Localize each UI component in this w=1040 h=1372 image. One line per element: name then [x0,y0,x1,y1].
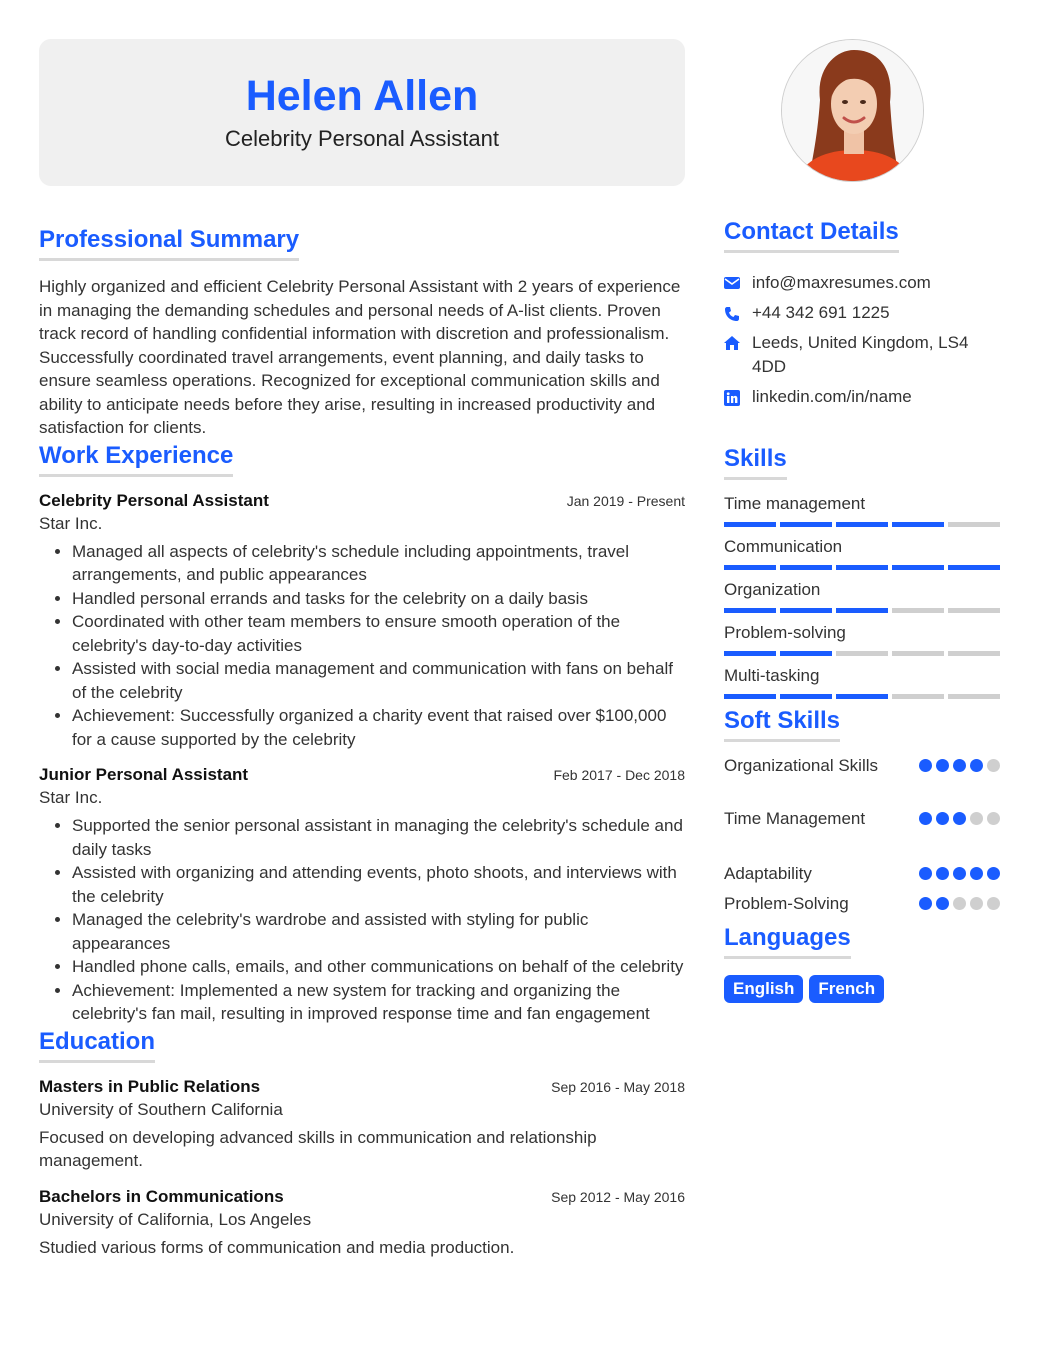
soft-skill-rating [919,867,1000,880]
rating-dot [936,897,949,910]
rating-dot [970,897,983,910]
skill-bar-segment [724,522,776,527]
skill-bar-segment [892,651,944,656]
rating-dot [919,812,932,825]
list-item: • Coordinated with other team members to ensure smooth operation of the celebrity's day-to-day activities [72,610,685,657]
list-item: • Handled personal errands and tasks for the celebrity on a daily basis [72,587,685,611]
education-date: Sep 2012 - May 2016 [551,1188,685,1205]
skill-bar-segment [724,565,776,570]
skill-bar-segment [836,694,888,699]
skill-label: Communication [724,537,843,556]
avatar [782,40,924,182]
rating-dot [987,897,1000,910]
summary-section [39,226,685,440]
list-item: • Assisted with organizing and attending events, photo shoots, and interviews with the celebrity [72,861,685,908]
skill-label: Problem-solving [724,623,846,642]
language-tag: French [809,975,884,1003]
languages-section [724,924,1000,1003]
rating-dot [953,897,966,910]
education-entry [39,1187,685,1260]
rating-dot [936,759,949,772]
skill-bar-segment [892,565,944,570]
email-text: info@maxresumes.com [752,273,931,292]
rating-dot [970,812,983,825]
soft-skill-row [724,807,1000,862]
email-icon [724,276,740,290]
contact-heading: Contact Details [724,218,899,253]
skill-label: Multi-tasking [724,666,820,685]
phone-icon [724,306,740,322]
skills-heading: Skills [724,445,787,480]
education-section [39,1028,685,1260]
skill-bar-segment [780,608,832,613]
soft-skill-row [724,754,1000,807]
skill-bar-segment [892,608,944,613]
skill-bar-segment [836,522,888,527]
list-item: • Handled phone calls, emails, and other communications on behalf of the celebrity [72,955,685,979]
languages-heading: Languages [724,924,851,959]
summary-heading: Professional Summary [39,226,299,261]
rating-dot [953,812,966,825]
school-name: University of California, Los Angeles [39,1209,312,1229]
address-text: Leeds, United Kingdom, LS4 4DD [752,333,969,376]
list-item: • Managed the celebrity's wardrobe and assisted with styling for public appearances [72,908,685,955]
home-icon [724,336,740,350]
skill-bar-segment [780,565,832,570]
skill-bar-segment [948,522,1000,527]
skills-section [724,445,1000,699]
rating-dot [919,867,932,880]
rating-dot [987,867,1000,880]
contact-phone[interactable] [724,301,1000,325]
candidate-name: Helen Allen [245,72,479,120]
rating-dot [919,759,932,772]
job-company: Star Inc. [39,788,103,807]
job-company: Star Inc. [39,513,103,533]
job-entry [39,491,685,752]
skill-item [724,492,1000,527]
degree-title: Bachelors in Communications [39,1186,284,1206]
skill-item [724,535,1000,570]
list-item: • Assisted with social media management and communication with fans on behalf of the celebrity [72,657,685,704]
job-date: Feb 2017 - Dec 2018 [553,767,685,783]
skill-level-bar [724,608,1000,613]
skill-bar-segment [780,694,832,699]
skill-bar-segment [948,565,1000,570]
soft-skill-row [724,862,1000,892]
education-date: Sep 2016 - May 2018 [551,1078,685,1095]
language-tag: English [724,975,803,1003]
profile-photo [781,39,924,182]
contact-section [724,218,1000,409]
summary-text: Highly organized and efficient Celebrity Personal Assistant with 2 years of experience in managing the demanding schedules and personal needs of A-list clients. Proven track record of handling confidential information with discretion and professionalism. Successfully coordinated travel arrangements, event planning, and daily tasks to ensure seamless operations. Recognized for exceptional communication skills and ability to anticipate needs before they arise, resulting in increased productivity and satisfaction for clients. [39,277,681,437]
job-role: Celebrity Personal Assistant [39,490,269,510]
skill-level-bar [724,565,1000,570]
degree-title: Masters in Public Relations [39,1076,261,1096]
education-description: Focused on developing advanced skills in communication and relationship management. [39,1127,597,1170]
rating-dot [970,759,983,772]
education-heading: Education [39,1028,155,1063]
rating-dot [953,759,966,772]
language-tags [724,975,1000,1003]
rating-dot [936,867,949,880]
skill-bar-segment [836,651,888,656]
list-item: • Achievement: Successfully organized a charity event that raised over $100,000 for a cause supported by the celebrity [72,704,685,751]
contact-address [724,331,1000,379]
soft-skills-heading: Soft Skills [724,707,840,742]
job-entry [39,765,685,1026]
skill-item [724,664,1000,699]
soft-skills-list [724,754,1000,922]
skill-item [724,578,1000,613]
job-bullets [39,540,685,752]
skill-bar-segment [948,651,1000,656]
main-column [39,39,685,1259]
soft-skill-rating [919,812,1000,825]
skill-bar-segment [836,565,888,570]
soft-skill-rating [919,897,1000,910]
skill-bar-segment [780,651,832,656]
education-entry [39,1077,685,1173]
rating-dot [987,759,1000,772]
skills-list [724,492,1000,699]
soft-skill-label: Adaptability [724,864,812,883]
linkedin-icon [724,390,740,406]
candidate-title: Celebrity Personal Assistant [225,126,499,151]
skill-bar-segment [948,694,1000,699]
rating-dot [936,812,949,825]
skill-level-bar [724,651,1000,656]
skill-bar-segment [780,522,832,527]
skill-bar-segment [892,522,944,527]
rating-dot [970,867,983,880]
list-item: • Managed all aspects of celebrity's schedule including appointments, travel arrangements, and public appearances [72,540,685,587]
linkedin-text: linkedin.com/in/name [752,387,912,406]
header-box [39,39,685,186]
rating-dot [987,812,1000,825]
skill-label: Time management [724,494,866,513]
experience-section [39,442,685,1026]
phone-text: +44 342 691 1225 [752,303,890,322]
soft-skill-row [724,892,1000,922]
skill-bar-segment [892,694,944,699]
list-item: • Supported the senior personal assistant in managing the celebrity's schedule and daily tasks [72,814,685,861]
skill-bar-segment [724,651,776,656]
skill-level-bar [724,694,1000,699]
skill-level-bar [724,522,1000,527]
soft-skill-label: Organizational Skills [724,756,879,775]
soft-skills-section [724,707,1000,922]
contact-email[interactable] [724,271,1000,295]
job-bullets [39,814,685,1026]
skill-item [724,621,1000,656]
education-description: Studied various forms of communication and media production. [39,1237,515,1257]
soft-skill-rating [919,759,1000,772]
experience-heading: Work Experience [39,442,233,477]
rating-dot [919,897,932,910]
soft-skill-label: Problem-Solving [724,894,849,913]
skill-label: Organization [724,580,821,599]
skill-bar-segment [724,608,776,613]
contact-linkedin[interactable] [724,385,1000,409]
soft-skill-label: Time Management [724,809,866,828]
skill-bar-segment [724,694,776,699]
job-date: Jan 2019 - Present [566,492,685,509]
school-name: University of Southern California [39,1099,283,1119]
job-role: Junior Personal Assistant [39,765,249,784]
skill-bar-segment [836,608,888,613]
sidebar-column [724,39,1000,1003]
rating-dot [953,867,966,880]
list-item: • Achievement: Implemented a new system for tracking and organizing the celebrity's fan mail, resulting in improved response time and fan engagement [72,979,685,1026]
skill-bar-segment [948,608,1000,613]
